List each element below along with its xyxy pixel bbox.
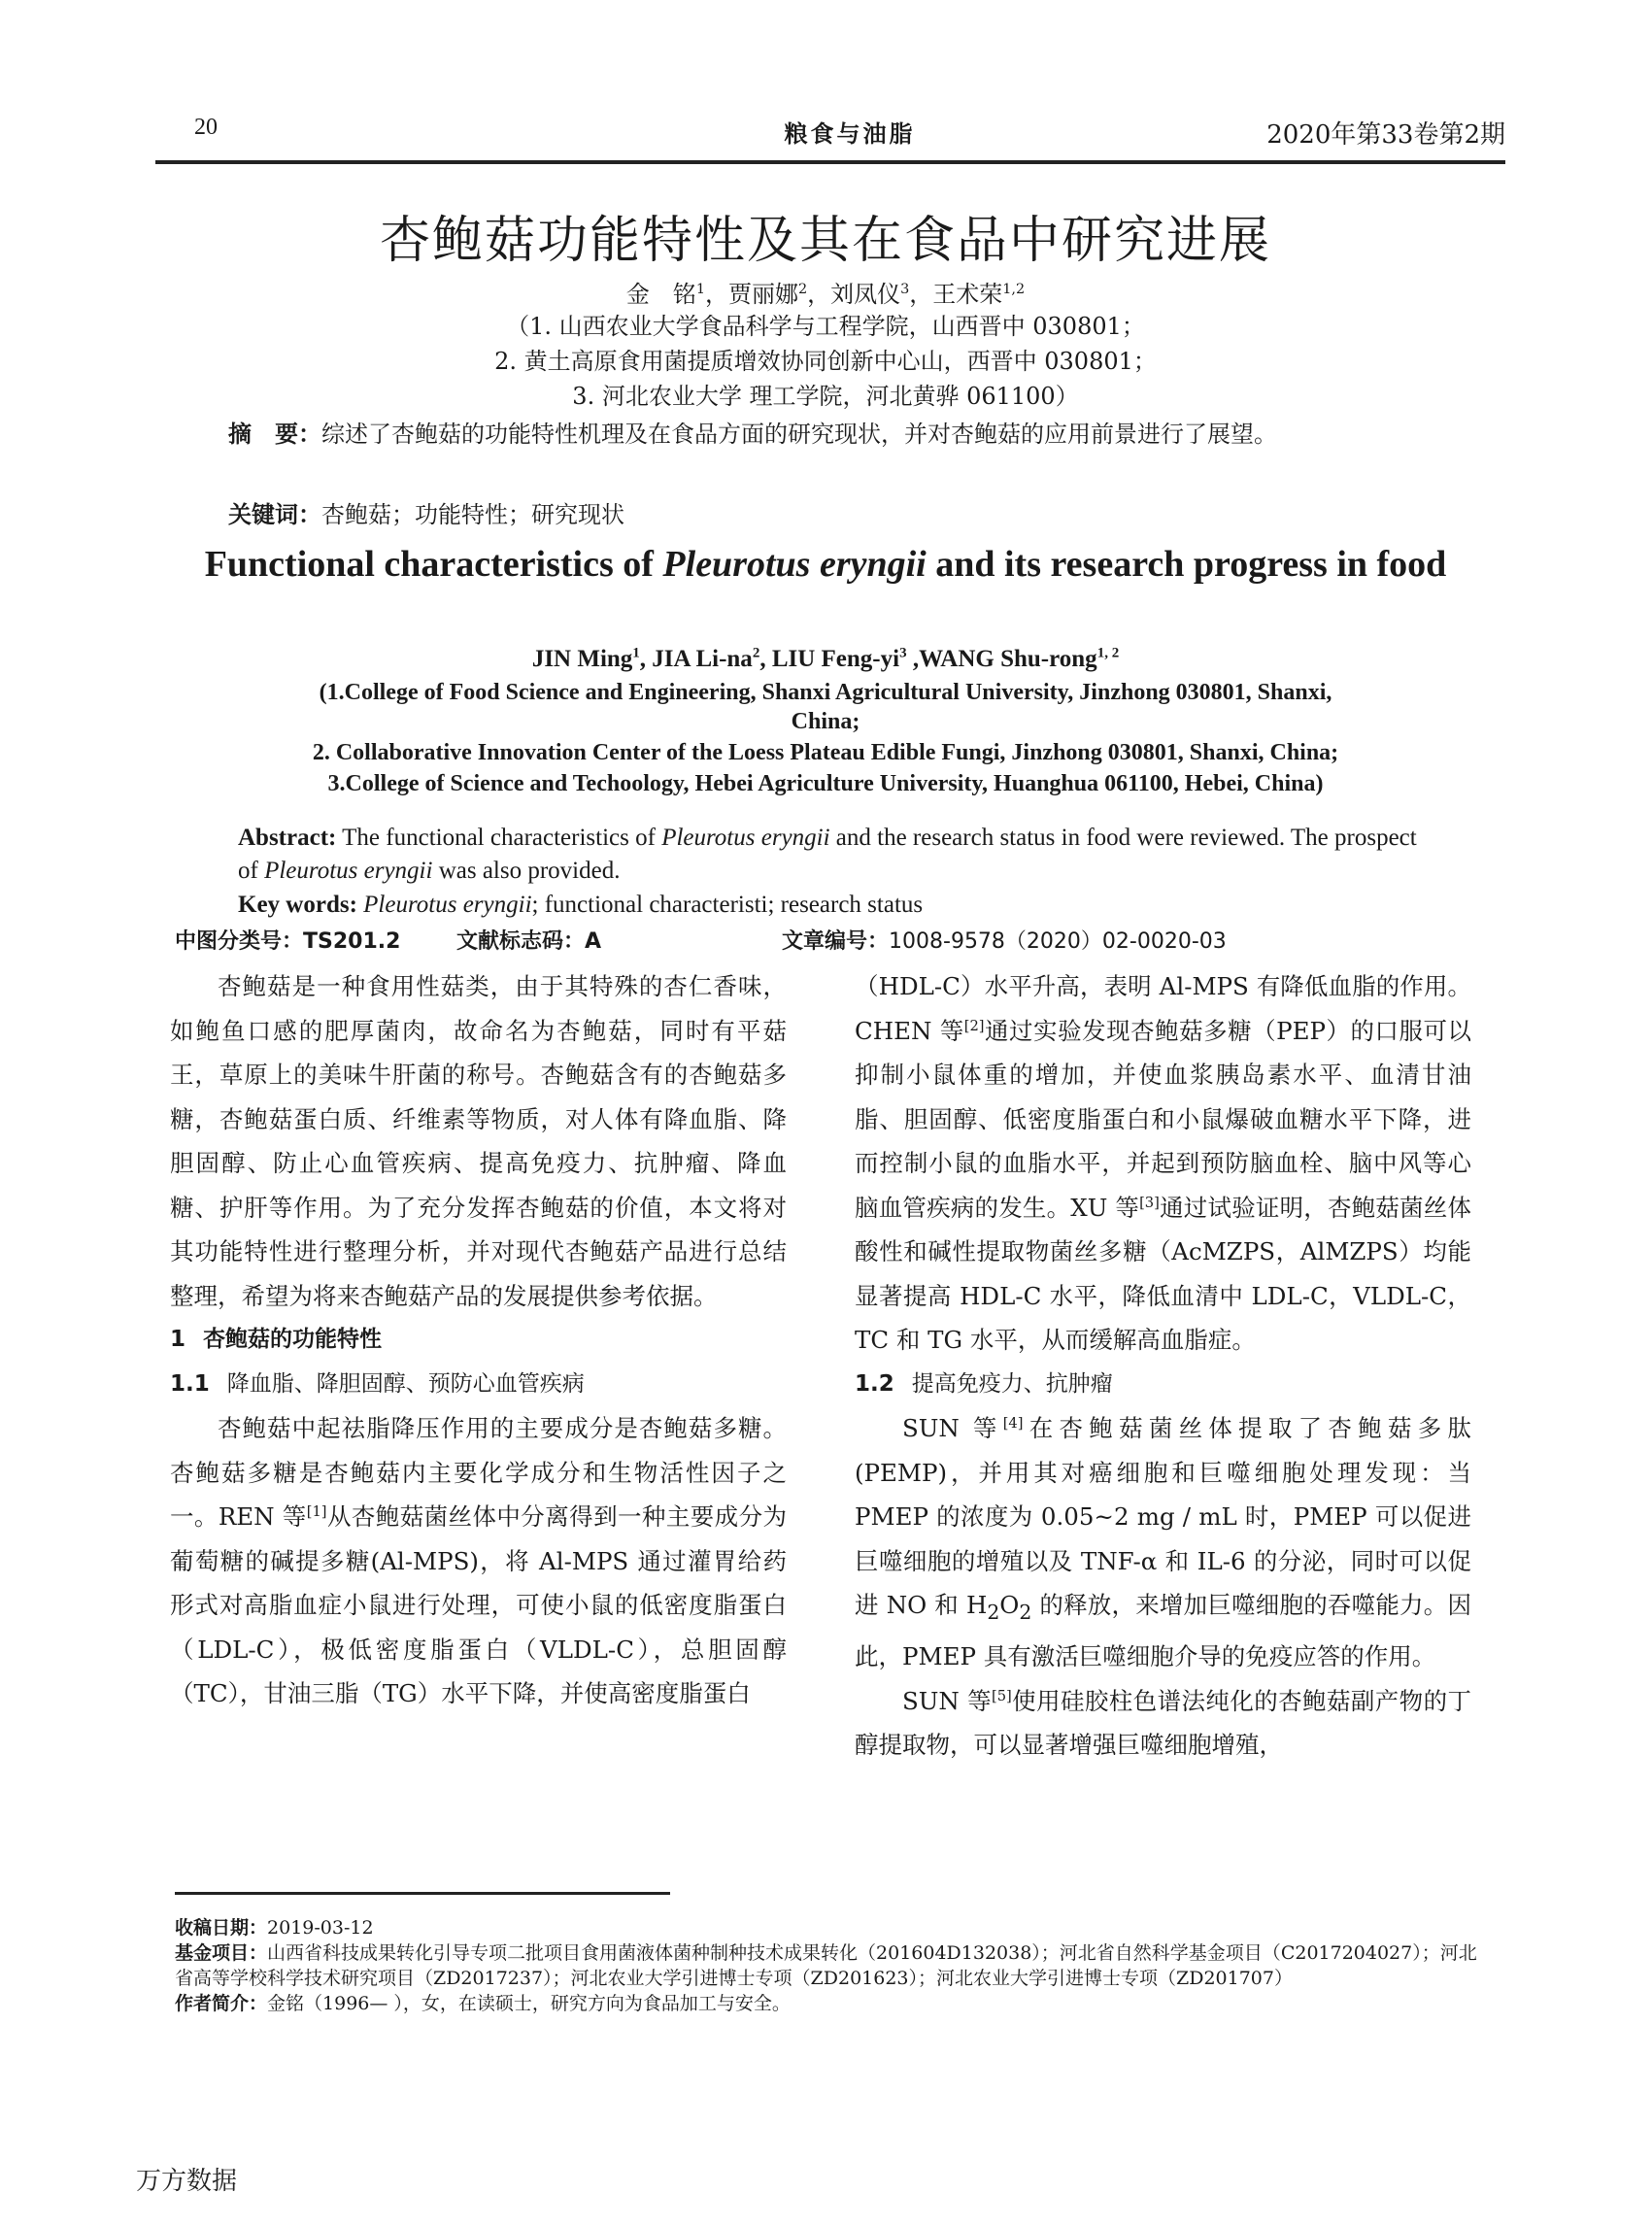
authors-chinese: 金 铭$^1$，贾丽娜$^2$，刘凤仪$^3$，王术荣$^{1,2}$ bbox=[625, 281, 1026, 308]
affiliation-cn: 3. 河北农业大学 理工学院，河北黄骅 061100） bbox=[572, 383, 1079, 410]
citation[interactable]: [2] bbox=[963, 1017, 985, 1034]
keywords-label: 关键词： bbox=[228, 501, 321, 528]
received-date: 收稿日期：2019-03-12 bbox=[175, 1917, 374, 1939]
affiliation-en: 2. Collaborative Innovation Center of the Loess Plateau Edible Fungi, Jinzhong 030801, Shanxi, China; bbox=[312, 740, 1339, 765]
citation[interactable]: [3] bbox=[1139, 1194, 1160, 1211]
citation[interactable]: [1] bbox=[306, 1502, 327, 1520]
authors-english: JIN Ming$^1$, JIA $Li-na^2$, LIU Feng-$yi^3$ ,WANG Shu-rong$^{1, 2}$ bbox=[531, 645, 1120, 672]
citation[interactable]: [5] bbox=[991, 1687, 1012, 1704]
watermark: 万方数据 bbox=[136, 2167, 238, 2196]
abstract-chinese bbox=[228, 415, 1452, 454]
body-column-left bbox=[170, 964, 787, 1716]
keywords-english: Key words: Pleurotus eryngii; functional characteristi; research status bbox=[238, 892, 924, 918]
author: 刘凤仪 bbox=[830, 281, 901, 308]
author-bio: 作者简介：金铭（1996— ），女，在读硕士，研究方向为食品加工与安全。 bbox=[175, 1993, 791, 2014]
journal-name: 粮食与油脂 bbox=[784, 119, 916, 148]
citation[interactable]: [4] bbox=[1002, 1414, 1024, 1432]
section-heading-1-1: 1.1 降血脂、降胆固醇、预防心血管疾病 bbox=[170, 1370, 585, 1397]
keywords-chinese bbox=[228, 495, 624, 529]
clc-code: 中图分类号：TS201.2 bbox=[175, 929, 401, 954]
document-code: 文献标志码：A bbox=[456, 929, 602, 954]
running-header bbox=[194, 115, 1505, 153]
paragraph: （HDL-C）水平升高，表明 Al-MPS 有降低血脂的作用。CHEN 等[2]通过实验发现杏鲍菇多糖（PEP）的口服可以抑制小鼠体重的增加，并使血浆胰岛素水平、血清甘油脂、胆固醇、低密度脂蛋白和小鼠爆破血糖水平下降，进而控制小鼠的血脂水平，并起到预防脑血栓、脑中风等心脑血管疾病的发生。XU 等[3]通过试验证明，杏鲍菇菌丝体酸性和碱性提取物菌丝多糖（AcMZPS，AlMZPS）均能显著提高 HDL-C 水平，降低血清中 LDL-C，VLDL-C，TC 和 TG 水平，从而缓解高血脂症。 bbox=[855, 972, 1471, 1354]
abstract-text: 综述了杏鲍菇的功能特性机理及在食品方面的研究现状，并对杏鲍菇的应用前景进行了展望。 bbox=[321, 421, 1277, 448]
footnote-rule bbox=[175, 1892, 670, 1895]
affiliation-en: China; bbox=[791, 709, 860, 734]
article-number: 文章编号： 1008-9578（2020）02-0020-03 bbox=[782, 929, 1227, 954]
affiliation-en: (1.College of Food Science and Engineering, Shanxi Agricultural University, Jinzhong 030801, Shanxi, bbox=[319, 680, 1332, 705]
affiliation-en: 3.College of Science and Techoology, Hebei Agriculture University, Huanghua 061100, Hebei, China) bbox=[327, 771, 1324, 796]
author: 金 铭 bbox=[625, 281, 696, 308]
title-english: Functional characteristics of Pleurotus eryngii and its research progress in food bbox=[204, 544, 1447, 585]
abstract-label: 摘 要： bbox=[228, 421, 321, 448]
abstract-en-label: Abstract: bbox=[238, 825, 337, 851]
author: 贾丽娜 bbox=[727, 281, 798, 308]
keywords-text: 杏鲍菇；功能特性；研究现状 bbox=[321, 501, 624, 528]
title-chinese: 杏鲍菇功能特性及其在食品中研究进展 bbox=[379, 212, 1271, 270]
section-heading-1: 1 杏鲍菇的功能特性 bbox=[170, 1327, 383, 1352]
fund-projects: 基金项目：山西省科技成果转化引导专项二批项目食用菌液体菌种制种技术成果转化（201604D132038）；河北省自然科学基金项目（C2017204027）；河北省高等学校科学技术研究项目（ZD2017237）；河北农业大学引进博士专项（ZD201623）；河北农业大学引进博士专项（ZD201707） bbox=[175, 1942, 1477, 1989]
issue-info: 2020年第33卷第2期 bbox=[1266, 120, 1505, 150]
author: 王术荣 bbox=[932, 281, 1003, 308]
body-column-right bbox=[855, 964, 1471, 1768]
section-heading-1-2: 1.2 提高免疫力、抗肿瘤 bbox=[855, 1370, 1113, 1397]
footnotes bbox=[175, 1915, 1481, 2016]
affiliation-cn: （1. 山西农业大学食品科学与工程学院，山西晋中 030801； bbox=[506, 313, 1145, 340]
header-rule bbox=[155, 160, 1505, 164]
intro-paragraph: 杏鲍菇是一种食用性菇类，由于其特殊的杏仁香味，如鲍鱼口感的肥厚菌肉，故命名为杏鲍菇，同时有平菇王，草原上的美味牛肝菌的称号。杏鲍菇含有的杏鲍菇多糖，杏鲍菇蛋白质、纤维素等物质，对人体有降血脂、降胆固醇、防止心血管疾病、提高免疫力、抗肿瘤、降血糖、护肝等作用。为了充分发挥杏鲍菇的价值，本文将对其功能特性进行整理分析，并对现代杏鲍菇产品进行总结整理，希望为将来杏鲍菇产品的发展提供参考依据。 bbox=[170, 972, 787, 1310]
paragraph: 杏鲍菇中起祛脂降压作用的主要成分是杏鲍菇多糖。杏鲍菇多糖是杏鲍菇内主要化学成分和生物活性因子之一。REN 等[1]从杏鲍菇菌丝体中分离得到一种主要成分为葡萄糖的碱提多糖(Al-MPS)，将 Al-MPS 通过灌胃给药形式对高脂血症小鼠进行处理，可使小鼠的低密度脂蛋白（LDL-C），极低密度脂蛋白（VLDL-C），总胆固醇（TC），甘油三脂（TG）水平下降，并使高密度脂蛋白 bbox=[170, 1414, 787, 1707]
paragraph: SUN 等[4]在杏鲍菇菌丝体提取了杏鲍菇多肽(PEMP)，并用其对癌细胞和巨噬细胞处理发现：当 PMEP 的浓度为 0.05~2 mg / mL 时，PMEP 可以促进巨噬细胞的增殖以及 TNF-α 和 IL-6 的分泌，同时可以促进 NO 和 $H_2O_2$ 的释放，来增加巨噬细胞的吞噬能力。因此，PMEP 具有激活巨噬细胞介导的免疫应答的作用。 bbox=[855, 1414, 1471, 1671]
page-number: 20 bbox=[194, 115, 218, 140]
affiliation-cn: 2. 黄土高原食用菌提质增效协同创新中心山，西晋中 030801； bbox=[494, 348, 1157, 375]
paragraph: SUN 等[5]使用硅胶柱色谱法纯化的杏鲍菇副产物的丁醇提取物，可以显著增强巨噬细胞增殖， bbox=[855, 1686, 1471, 1760]
abstract-english: Abstract: The functional characteristics of Pleurotus eryngii and the research status in food were reviewed. The prospect of Pleurotus eryngii was also provided. bbox=[238, 825, 1417, 884]
